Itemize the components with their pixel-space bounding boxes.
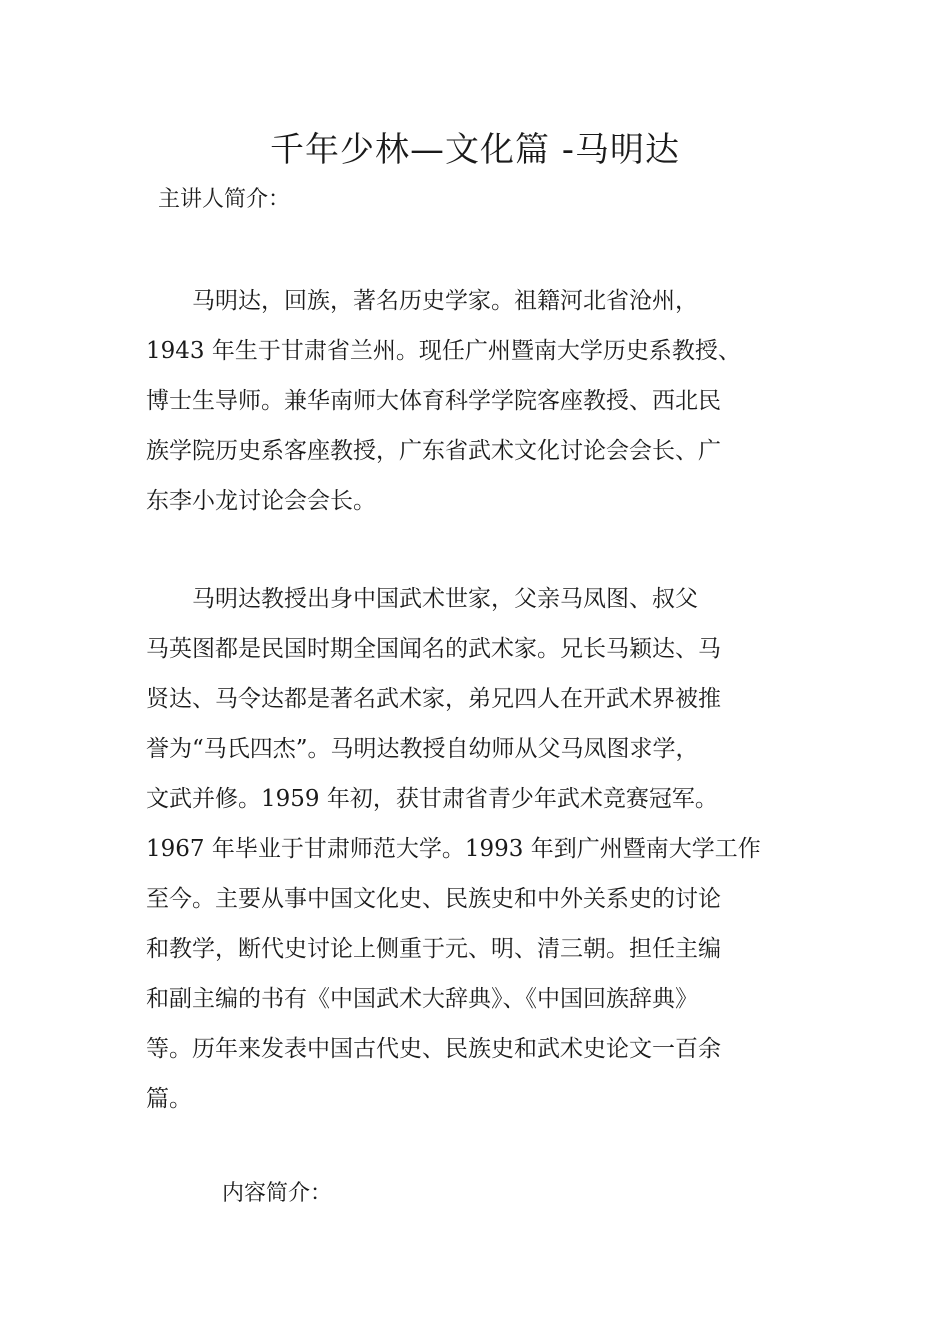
paragraph-line: 篇。 bbox=[146, 1086, 192, 1112]
paragraph-line: 和副主编的书有《中国武术大辞典》、《中国回族辞典》 bbox=[146, 986, 698, 1012]
paragraph-line: 和教学，断代史讨论上侧重于元、明、清三朝。担任主编 bbox=[146, 936, 721, 962]
paragraph-line: 誉为“马氏四杰”。马明达教授自幼师从父马凤图求学， bbox=[146, 736, 699, 762]
paragraph-line: 马明达，回族，著名历史学家。祖籍河北省沧州， bbox=[146, 288, 698, 314]
paragraph-line: 文武并修。1959 年初，获甘肃省青少年武术竞赛冠军。 bbox=[146, 786, 718, 812]
paragraph-line: 1943 年生于甘肃省兰州。现任广州暨南大学历史系教授、 bbox=[146, 338, 741, 364]
paragraph-line: 东李小龙讨论会会长。 bbox=[146, 488, 376, 514]
paragraph-line: 马英图都是民国时期全国闻名的武术家。兄长马颖达、马 bbox=[146, 636, 721, 662]
paragraph-line: 族学院历史系客座教授，广东省武术文化讨论会会长、广 bbox=[146, 438, 721, 464]
paragraph-line: 马明达教授出身中国武术世家，父亲马凤图、叔父 bbox=[146, 586, 698, 612]
speaker-bio-paragraph bbox=[146, 276, 836, 526]
paragraph-line: 等。历年来发表中国古代史、民族史和武术史论文一百余 bbox=[146, 1036, 721, 1062]
paragraph-line: 至今。主要从事中国文化史、民族史和中外关系史的讨论 bbox=[146, 886, 721, 912]
speaker-intro-heading: 主讲人简介： bbox=[158, 187, 291, 212]
document-title: 千年少林—文化篇 -马明达 bbox=[269, 130, 681, 170]
paragraph-line: 博士生导师。兼华南师大体育科学学院客座教授、西北民 bbox=[146, 388, 721, 414]
paragraph-line: 1967 年毕业于甘肃师范大学。1993 年到广州暨南大学工作 bbox=[146, 836, 761, 862]
paragraph-line: 贤达、马令达都是著名武术家，弟兄四人在开武术界被推 bbox=[146, 686, 721, 712]
speaker-background-paragraph bbox=[146, 574, 836, 1124]
content-intro-heading: 内容简介： bbox=[222, 1181, 333, 1206]
